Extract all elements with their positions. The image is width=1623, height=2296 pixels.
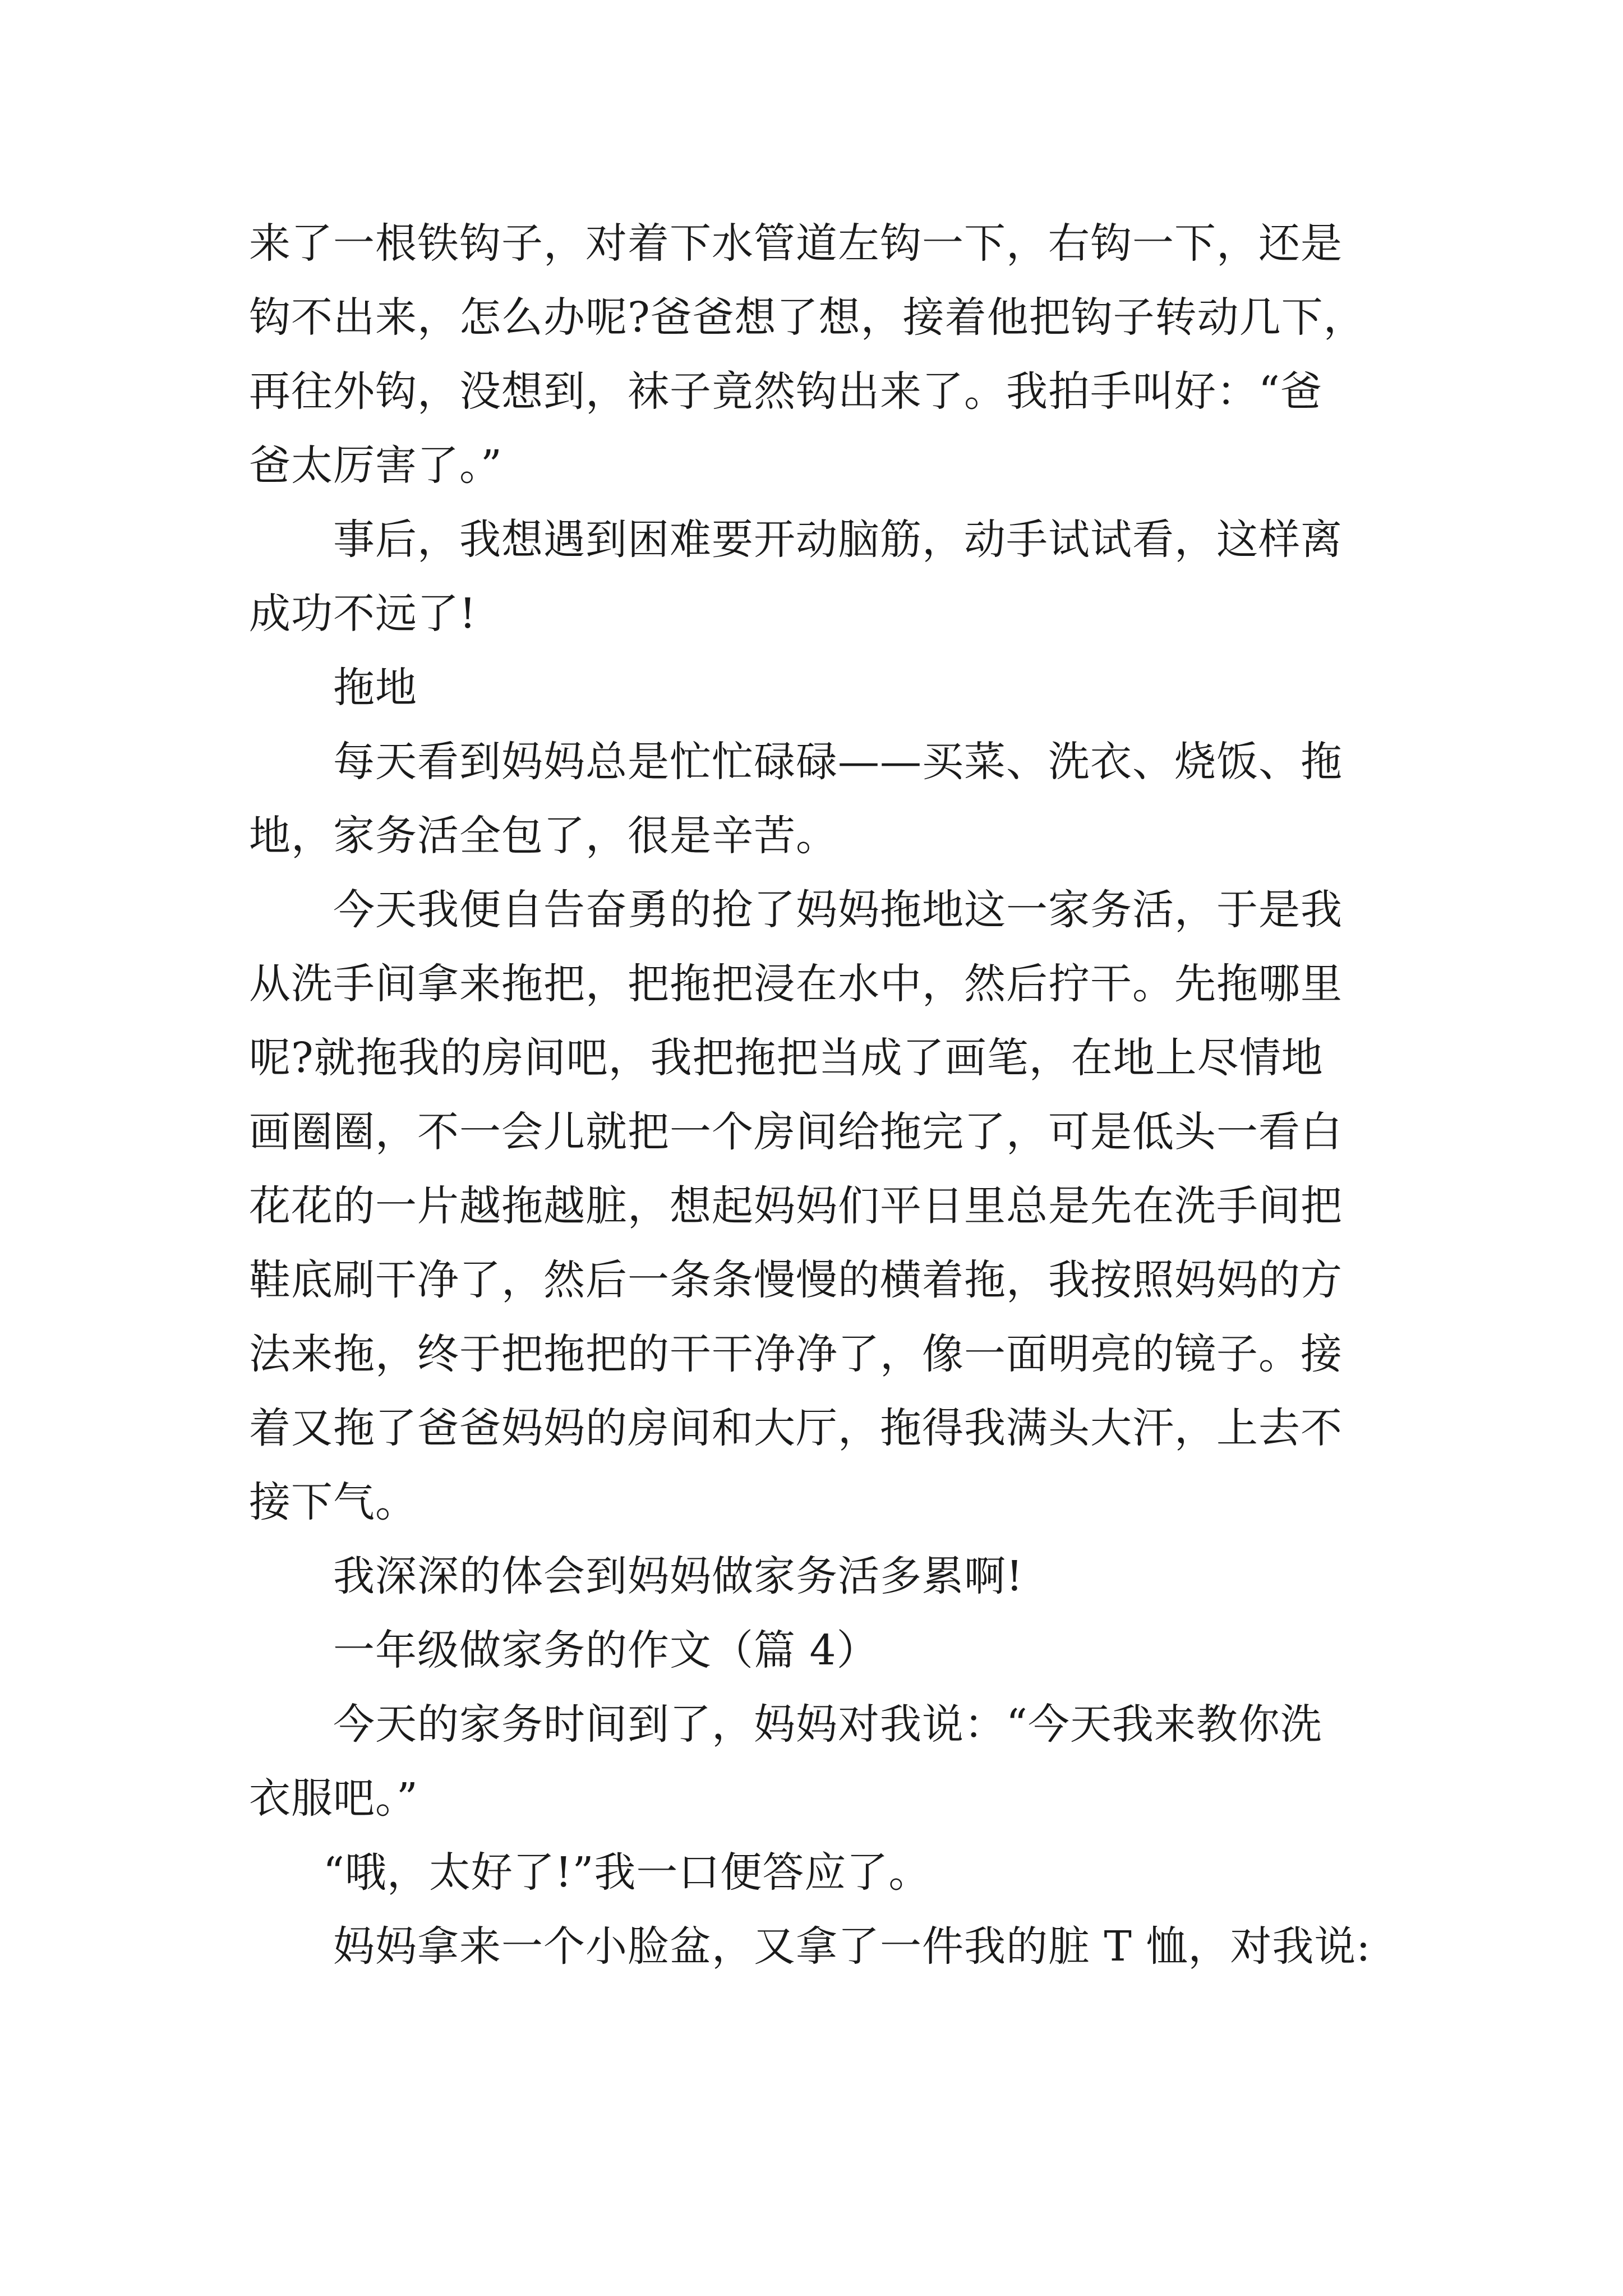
text-line: 从洗手间拿来拖把，把拖把浸在水中，然后拧干。先拖哪里 (249, 960, 1343, 1008)
text-line: 再往外钩，没想到，袜子竟然钩出来了。我拍手叫好：“爸 (249, 367, 1322, 416)
paragraph-first-line: 事后，我想遇到困难要开动脑筋，动手试试看，这样离 (333, 516, 1343, 564)
paragraph-first-line: “哦，太好了!”我一口便答应了。 (323, 1848, 931, 1897)
text-line: 鞋底刷干净了，然后一条条慢慢的横着拖，我按照妈妈的方 (249, 1256, 1343, 1304)
text-line: 钩不出来，怎么办呢?爸爸想了想，接着他把钩子转动几下， (249, 293, 1366, 342)
section-heading: 一年级做家务的作文（篇 4） (333, 1626, 879, 1674)
text-line: 画圈圈，不一会儿就把一个房间给拖完了，可是低头一看白 (249, 1108, 1343, 1156)
text-line: 成功不远了! (249, 590, 477, 638)
text-line: 来了一根铁钩子，对着下水管道左钩一下，右钩一下，还是 (249, 219, 1343, 268)
text-line: 花花的一片越拖越脏，想起妈妈们平日里总是先在洗手间把 (249, 1182, 1343, 1230)
document-body (249, 206, 1399, 1984)
text-line: 衣服吧。” (249, 1774, 418, 1823)
text-line: 爸太厉害了。” (249, 441, 502, 490)
paragraph-first-line: 妈妈拿来一个小脸盆，又拿了一件我的脏 T 恤，对我说: (333, 1922, 1371, 1971)
text-line: 呢?就拖我的房间吧，我把拖把当成了画笔，在地上尽情地 (249, 1034, 1324, 1082)
paragraph-first-line: 今天的家务时间到了，妈妈对我说：“今天我来教你洗 (333, 1700, 1322, 1749)
section-heading: 拖地 (333, 664, 417, 712)
paragraph-first-line: 今天我便自告奋勇的抢了妈妈拖地这一家务活，于是我 (333, 886, 1343, 934)
text-line: 接下气。 (249, 1478, 417, 1526)
paragraph-first-line: 我深深的体会到妈妈做家务活多累啊! (333, 1552, 1023, 1600)
text-line: 着又拖了爸爸妈妈的房间和大厅，拖得我满头大汗，上去不 (249, 1404, 1343, 1452)
text-line: 地，家务活全包了，很是辛苦。 (249, 812, 838, 860)
paragraph-first-line: 每天看到妈妈总是忙忙碌碌——买菜、洗衣、烧饭、拖 (333, 738, 1343, 786)
text-line: 法来拖，终于把拖把的干干净净了，像一面明亮的镜子。接 (249, 1330, 1343, 1378)
